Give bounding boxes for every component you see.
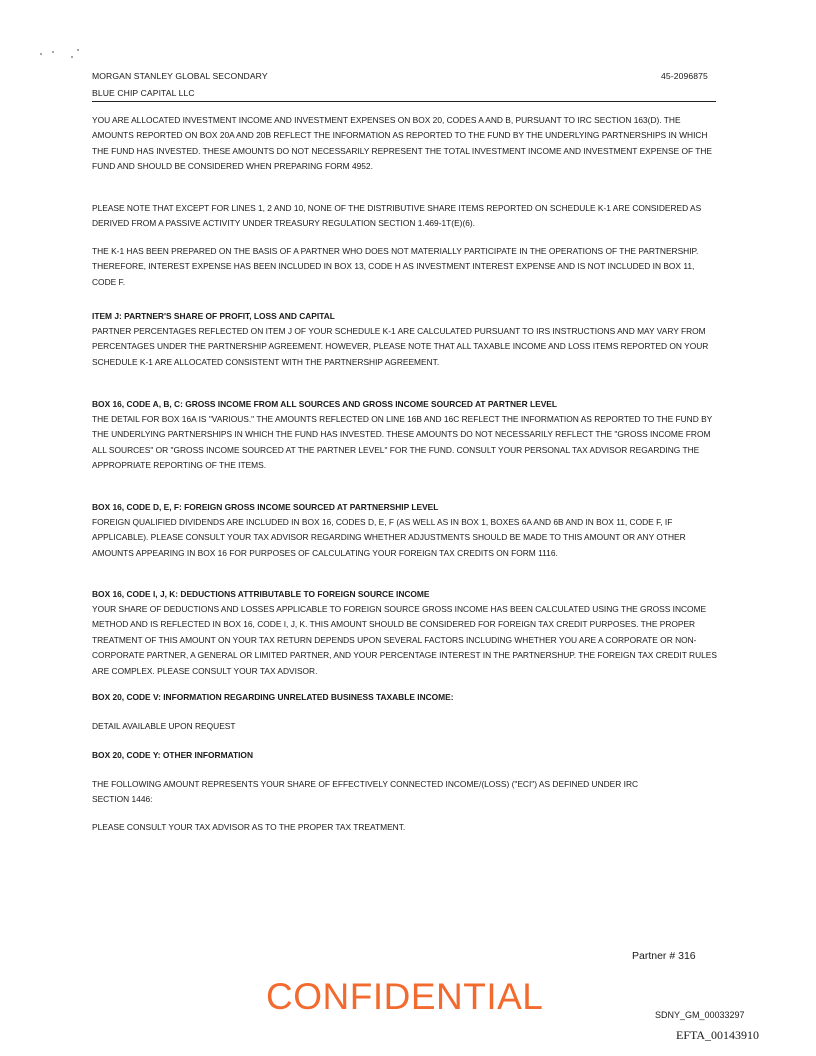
scan-speck [40, 53, 42, 55]
partner-number: Partner # 316 [632, 950, 696, 962]
ein: 45-2096875 [661, 71, 708, 81]
paragraph-investment-income: YOU ARE ALLOCATED INVESTMENT INCOME AND INVESTMENT EXPENSES ON BOX 20, CODES A AND B, PURSUANT TO IRC SECTION 163(D). THE AMOUNTS REPORTED ON BOX 20A AND 20B REFLECT THE INFORMATION AS REPORTED TO THE FUND BY THE UNDERLYING PARTNERSHIPS IN WHICH THE FUND HAS INVESTED. THESE AMOUNTS DO NOT NECESSARILY REPRESENT THE TOTAL INVESTMENT INCOME AND INVESTMENT EXPENSE OF THE FUND AND SHOULD BE CONSIDERED WHEN PREPARING FORM 4952. [92, 115, 713, 172]
scan-speck [77, 49, 79, 51]
scan-speck [71, 56, 73, 58]
bates-number: SDNY_GM_00033297 [655, 1010, 745, 1020]
section-heading-box16-abc: BOX 16, CODE A, B, C: GROSS INCOME FROM ALL SOURCES AND GROSS INCOME SOURCED AT PARTNER LEVEL [92, 399, 557, 409]
paragraph-passive-activity: PLEASE NOTE THAT EXCEPT FOR LINES 1, 2 AND 10, NONE OF THE DISTRIBUTIVE SHARE ITEMS REPORTED ON SCHEDULE K-1 ARE CONSIDERED AS DERIVED FROM A PASSIVE ACTIVITY UNDER TREASURY REGULATION SECTION 1.469-1T(E)(6). [92, 203, 702, 229]
closing-note: PLEASE CONSULT YOUR TAX ADVISOR AS TO THE PROPER TAX TREATMENT. [92, 822, 406, 832]
section-heading-box20-v: BOX 20, CODE V: INFORMATION REGARDING UNRELATED BUSINESS TAXABLE INCOME: [92, 692, 454, 702]
section-heading-item-j: ITEM J: PARTNER'S SHARE OF PROFIT, LOSS AND CAPITAL [92, 311, 335, 321]
confidential-stamp: CONFIDENTIAL [266, 976, 544, 1017]
paragraph-material-participation: THE K-1 HAS BEEN PREPARED ON THE BASIS OF A PARTNER WHO DOES NOT MATERIALLY PARTICIPATE IN THE OPERATIONS OF THE PARTNERSHIP. THEREFORE, INTEREST EXPENSE HAS BEEN INCLUDED IN BOX 13, CODE H AS INVESTMENT INTEREST EXPENSE AND IS NOT INCLUDED IN BOX 11, CODE F. [92, 246, 699, 287]
section-heading-box16-ijk: BOX 16, CODE I, J, K: DEDUCTIONS ATTRIBUTABLE TO FOREIGN SOURCE INCOME [92, 589, 430, 599]
header-rule [92, 101, 716, 102]
scan-speck [52, 51, 54, 53]
efta-number: EFTA_00143910 [676, 1028, 760, 1042]
section-text-item-j: PARTNER PERCENTAGES REFLECTED ON ITEM J OF YOUR SCHEDULE K-1 ARE CALCULATED PURSUANT TO IRS INSTRUCTIONS AND MAY VARY FROM PERCENTAGES UNDER THE PARTNERSHIP AGREEMENT. HOWEVER, PLEASE NOTE THAT ALL TAXABLE INCOME AND LOSS ITEMS REPORTED ON YOUR SCHEDULE K-1 ARE ALLOCATED CONSISTENT WITH THE PARTNERSHIP AGREEMENT. [92, 326, 709, 367]
section-heading-box20-y: BOX 20, CODE Y: OTHER INFORMATION [92, 750, 253, 760]
section-text-box16-def: FOREIGN QUALIFIED DIVIDENDS ARE INCLUDED IN BOX 16, CODES D, E, F (AS WELL AS IN BOX 1, BOXES 6A AND 6B AND IN BOX 11, CODE F, IF APPLICABLE). PLEASE CONSULT YOUR TAX ADVISOR REGARDING WHETHER ADJUSTMENTS SHOULD BE MADE TO THIS AMOUNT OR ANY OTHER AMOUNTS APPEARING IN BOX 16 FOR PURPOSES OF CALCULATING YOUR FOREIGN TAX CREDITS ON FORM 1116. [92, 517, 686, 558]
section-text-box16-abc: THE DETAIL FOR BOX 16A IS "VARIOUS." THE AMOUNTS REFLECTED ON LINE 16B AND 16C REFLECT THE INFORMATION AS REPORTED TO THE FUND BY THE UNDERLYING PARTNERSHIPS IN WHICH THE FUND HAS INVESTED. THESE AMOUNTS DO NOT NECESSARILY REFLECT THE "GROSS INCOME FROM ALL SOURCES" OR "GROSS INCOME SOURCED AT THE PARTNER LEVEL" FOR THE FUND. CONSULT YOUR PERSONAL TAX ADVISOR REGARDING THE APPROPRIATE REPORTING OF THE ITEMS. [92, 414, 713, 471]
sub-name: BLUE CHIP CAPITAL LLC [92, 88, 195, 98]
section-text-box16-ijk: YOUR SHARE OF DEDUCTIONS AND LOSSES APPLICABLE TO FOREIGN SOURCE GROSS INCOME HAS BEEN CALCULATED USING THE GROSS INCOME METHOD AND IS REFLECTED IN BOX 16, CODE I, J, K. THIS AMOUNT SHOULD BE CONSIDERED FOR FOREIGN TAX CREDIT PURPOSES. THE PROPER TREATMENT OF THIS AMOUNT ON YOUR TAX RETURN DEPENDS UPON SEVERAL FACTORS INCLUDING WHETHER YOU ARE A CORPORATE OR NON-CORPORATE PARTNER, A GENERAL OR LIMITED PARTNER, AND YOUR PERCENTAGE INTEREST IN THE PARTNERSHUP. THE FOREIGN TAX CREDIT RULES ARE COMPLEX. PLEASE CONSULT YOUR TAX ADVISOR. [92, 604, 717, 676]
fund-name: MORGAN STANLEY GLOBAL SECONDARY [92, 71, 268, 81]
section-text-box20-y: THE FOLLOWING AMOUNT REPRESENTS YOUR SHARE OF EFFECTIVELY CONNECTED INCOME/(LOSS) ("ECI") AS DEFINED UNDER IRC SECTION 1446: [92, 779, 639, 805]
section-heading-box16-def: BOX 16, CODE D, E, F: FOREIGN GROSS INCOME SOURCED AT PARTNERSHIP LEVEL [92, 502, 439, 512]
section-text-box20-v: DETAIL AVAILABLE UPON REQUEST [92, 721, 236, 731]
